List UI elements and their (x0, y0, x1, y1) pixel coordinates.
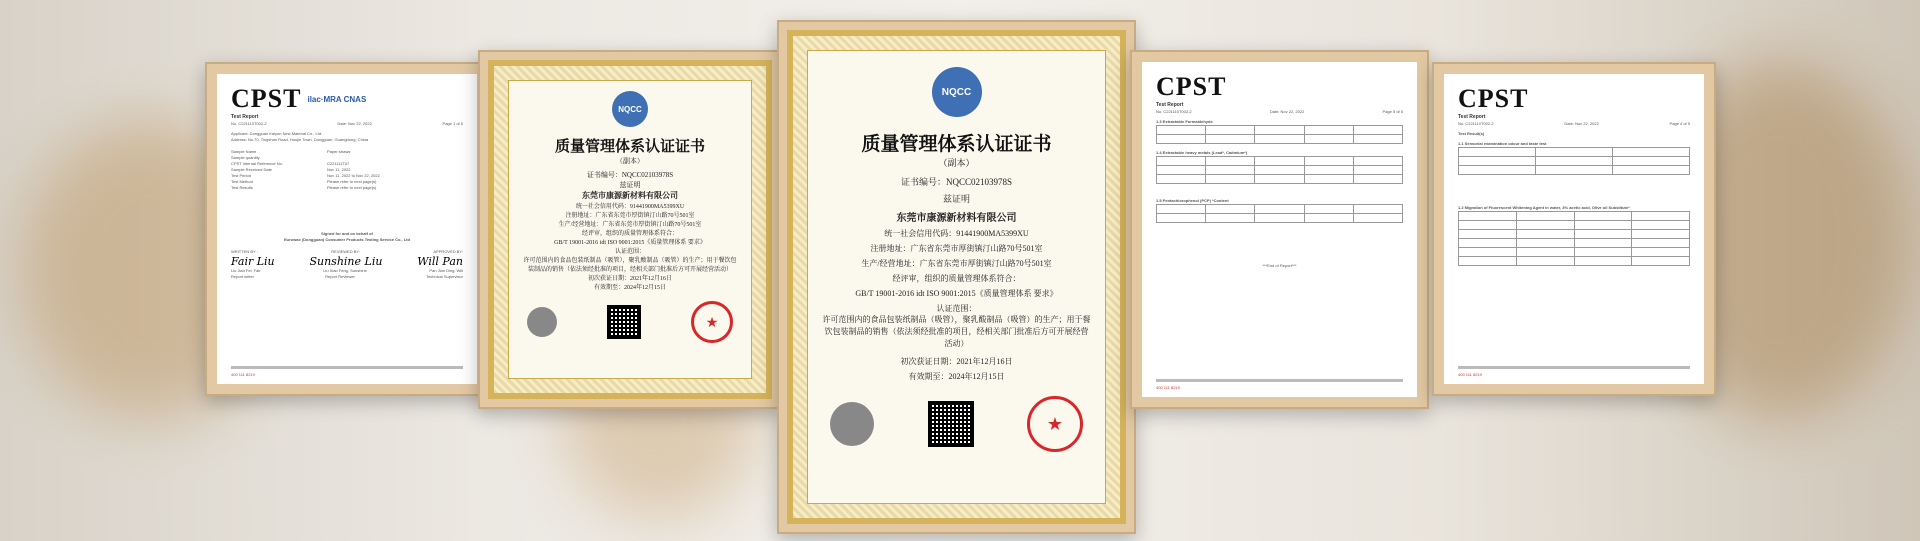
phone-number: 400 111 8219 (231, 372, 255, 377)
assessment-statement: 经评审，组织的质量管理体系符合： (892, 274, 1021, 283)
page-number: Page 4 of 5 (1669, 121, 1690, 126)
testing-company: Eurowax (Dongguan) Consumer Products Testing Service Co., Ltd (284, 237, 410, 242)
signature-writer: Fair Liu (231, 255, 275, 268)
frame-test-report-page-4 (1432, 62, 1716, 396)
sample-fields (231, 149, 463, 191)
certificate-center (807, 50, 1106, 504)
operating-address: 生产/经营地址：广东省东莞市厚街镇汀山路70号501室 (861, 259, 1052, 268)
report-label: Test Report (1458, 114, 1486, 120)
page-number: Page 1 of 5 (442, 121, 463, 126)
field-value: Nov 11, 2022 to Nov 22, 2022 (327, 173, 380, 178)
field-label: Test Results (231, 185, 253, 190)
approver-role: Technical Supervisor (426, 274, 463, 279)
signed-for: Signed for and on behalf of (321, 231, 373, 236)
field-label: Sample Received Date (231, 167, 272, 172)
accreditation-seal (527, 307, 557, 337)
end-of-report: ***End of Report*** (1262, 263, 1297, 268)
accreditation-seal (830, 402, 874, 446)
reviewed-by-label: REVIEWED BY: (331, 249, 360, 254)
red-stamp: ★ (1027, 396, 1083, 452)
reviewer-name: Liu Xiao Feng, Sunshine (323, 268, 367, 273)
cpst-logo: CPST (1156, 72, 1227, 101)
frame-test-report-page-5 (1130, 50, 1429, 409)
frame-certificate-left (478, 50, 782, 409)
certificate-title: 质量管理体系认证证书 (554, 139, 705, 155)
field-label: Test Period (231, 173, 252, 178)
frame-certificate-center (777, 20, 1136, 534)
section-formaldehyde: 1.3 Extractable Formaldehyde (1156, 119, 1213, 124)
first-issue-date: 初次获证日期：2021年12月16日 (900, 357, 1013, 366)
scope-label: 认证范围： (936, 304, 977, 313)
nqcc-logo: NQCC (612, 91, 648, 127)
scope: 许可范围内的食品包装纸制品（吸管），聚乳酸制品（吸管）的生产；用于餐饮包装制品的销售（依法须经批准的项目，经相关部门批准后方可开展经营活动） (523, 258, 737, 273)
certificate-number: 证书编号：NQCC02103978S (586, 171, 674, 179)
report-date: Date: Nov 22, 2022 (1564, 121, 1599, 126)
certificate-border (488, 60, 772, 399)
registered-address: 注册地址：广东省东莞市厚街镇汀山路70号501室 (870, 244, 1043, 253)
valid-until: 有效期至：2024年12月15日 (908, 372, 1005, 381)
written-by-label: WRITTEN BY : (231, 249, 258, 254)
certificate-copy-label: （副本） (616, 157, 644, 165)
certificate-copy-label: （副本） (938, 158, 975, 168)
pcp-table (1156, 204, 1403, 223)
section-sensorial: 1.1 Sensorial examination odour and taste test (1458, 141, 1547, 146)
standard: GB/T 19001-2016 idt ISO 9001:2015《质量管理体系 要求》 (855, 289, 1058, 298)
scope: 许可范围内的食品包装纸制品（吸管），聚乳酸制品（吸管）的生产；用于餐饮包装制品的销售（依法须经批准的项目，经相关部门批准后方可开展经营活动） (822, 315, 1091, 348)
cnas-logo: ilac·MRA CNAS (307, 94, 367, 104)
report-number: No. C221110T002-2 (1156, 109, 1192, 114)
sensorial-table (1458, 147, 1690, 175)
field-value: Please refer to next page(s) (327, 185, 377, 190)
nqcc-logo: NQCC (932, 67, 982, 117)
reviewer-role: Report Reviewer (325, 274, 355, 279)
field-value: Please refer to next page(s) (327, 179, 377, 184)
section-pcp: 1.5 Pentachlorophenol (PCP) *Content (1156, 198, 1229, 203)
report-number: No. C221110T002-2 (1458, 121, 1494, 126)
credit-code: 统一社会信用代码：91441900MA5399XU (575, 204, 685, 210)
report-label: Test Report (231, 114, 259, 120)
certificate-border (787, 30, 1126, 524)
certificate-company: 东莞市康源新材料有限公司 (582, 191, 678, 200)
approved-by-label: APPROVED BY: (433, 249, 463, 254)
formaldehyde-table (1156, 125, 1403, 144)
applicant: Applicant: Dongguan Kaiyun New Material Co., Ltd. (231, 131, 323, 136)
valid-until: 有效期至：2024年12月15日 (593, 285, 666, 291)
operating-address: 生产/经营地址：广东省东莞市厚街镇汀山路70号501室 (558, 222, 702, 228)
qr-code (928, 401, 974, 447)
phone-number: 400 111 8219 (1458, 372, 1482, 377)
section-heavy-metals: 1.4 Extractable heavy metals (Lead*, Cadmium*) (1156, 150, 1248, 155)
test-report-page-1 (217, 74, 477, 384)
phone-number: 400 111 8219 (1156, 385, 1180, 390)
report-label: Test Report (1156, 102, 1184, 108)
first-issue-date: 初次获证日期：2021年12月16日 (587, 276, 672, 282)
standard: GB/T 19001-2016 idt ISO 9001:2015《质量管理体系 要求》 (554, 240, 706, 246)
field-label: Sample quantity (231, 155, 260, 160)
field-label: Test Method (231, 179, 253, 184)
field-label: CPST Internal Reference No. (231, 161, 283, 166)
certificate-number: 证书编号：NQCC02103978S (900, 177, 1012, 187)
certificate-issued-to: 兹证明 (619, 181, 641, 189)
certificate-left (508, 80, 752, 379)
field-value: Paper straws (327, 149, 351, 154)
applicant-address: Address: No.70, Tingshan Road, Houjie Town, Dongguan, Guangdong, China (231, 137, 369, 142)
certificate-company: 东莞市康源新材料有限公司 (896, 213, 1017, 224)
signature-approver: Will Pan (417, 255, 463, 268)
cpst-logo: CPST (1458, 84, 1529, 113)
approver-name: Pan Jian Ding, Will (429, 268, 463, 273)
page-number: Page 5 of 5 (1382, 109, 1403, 114)
field-value: C221111T07 (327, 161, 350, 166)
certificate-issued-to: 兹证明 (942, 194, 970, 204)
test-report-page-5 (1142, 62, 1417, 397)
signature-reviewer: Sunshine Liu (309, 255, 383, 268)
section-migration: 1.2 Migration of Fluorescent Whitening Agent in water, 3% acetic acid, Olive oil Substitute* (1458, 205, 1630, 210)
heavy-metals-table (1156, 156, 1403, 184)
scope-label: 认证范围： (614, 249, 645, 255)
test-report-page-4 (1444, 74, 1704, 384)
report-date: Date: Nov 22, 2022 (337, 121, 372, 126)
field-value: Nov 11, 2022 (327, 167, 351, 172)
assessment-statement: 经评审，组织的质量管理体系符合： (581, 231, 678, 237)
registered-address: 注册地址：广东省东莞市厚街镇汀山路70号501室 (565, 213, 695, 219)
report-number: No. C221110T002-2 (231, 121, 267, 126)
writer-name: Liu Jian Fei, Fair (231, 268, 261, 273)
writer-role: Report writer (231, 274, 254, 279)
cpst-logo: CPST (231, 84, 302, 113)
credit-code: 统一社会信用代码：91441900MA5399XU (884, 229, 1029, 238)
test-results-heading: Test Result(s) (1458, 131, 1485, 136)
red-stamp: ★ (691, 301, 733, 343)
field-label: Sample Name (231, 149, 257, 154)
frame-test-report-page-1 (205, 62, 489, 396)
certificate-title: 质量管理体系认证证书 (861, 134, 1052, 155)
qr-code (607, 305, 641, 339)
report-date: Date: Nov 22, 2022 (1269, 109, 1305, 114)
migration-table (1458, 211, 1690, 266)
